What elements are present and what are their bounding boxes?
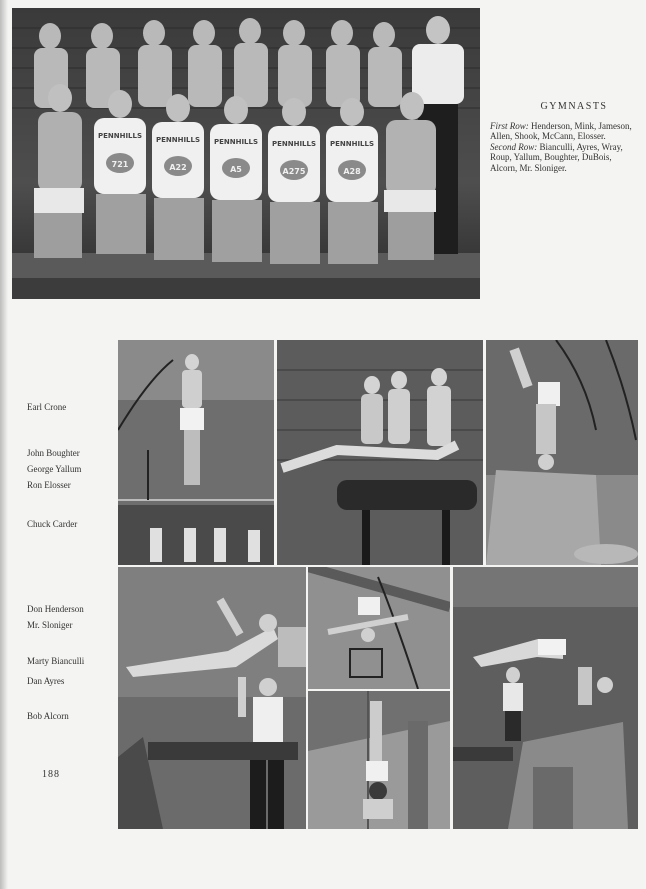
jersey-text-5: PENNHILLS (329, 140, 375, 148)
name-label-marty-bianculli: Marty Bianculli (27, 656, 85, 666)
photo-handstand-box (486, 340, 638, 565)
name-label-earl-crone: Earl Crone (27, 402, 67, 412)
jersey-text-2: PENNHILLS (155, 136, 201, 144)
name-label-dan-ayres: Dan Ayres (27, 676, 65, 686)
first-row-caption (490, 121, 640, 142)
page-binding-edge (0, 0, 8, 889)
first-row-names: Henderson, Mink, Jameson, Allen, Shook, McCann, Elosser. (490, 120, 632, 141)
photo-ring-handstand (308, 691, 450, 829)
name-label-john-boughter: John Boughter (27, 448, 80, 458)
name-label-bob-alcorn: Bob Alcorn (27, 711, 69, 721)
photo-rings-standing (118, 340, 274, 565)
name-label-chuck-carder: Chuck Carder (27, 519, 78, 529)
jersey-number-5: A28 (343, 167, 361, 176)
jersey-text-4: PENNHILLS (271, 140, 317, 148)
team-caption (490, 102, 640, 173)
team-photo (12, 8, 480, 299)
second-row-names: Bianculli, Ayres, Wray, Roup, Yallum, Boughter, DuBois, Alcorn, Mr. Sloniger. (490, 141, 623, 173)
name-label-mr-sloniger: Mr. Sloniger (27, 620, 73, 630)
name-label-ron-elosser: Ron Elosser (27, 480, 71, 490)
jersey-text-1: PENNHILLS (97, 132, 143, 140)
photo-balance-lift (118, 567, 306, 829)
photo-ring-split (308, 567, 450, 689)
first-row-label: First Row: (490, 120, 529, 131)
team-photo-image (12, 8, 480, 299)
name-label-don-henderson: Don Henderson (27, 604, 84, 614)
name-label-george-yallum: George Yallum (27, 464, 82, 474)
jersey-number-2: A22 (169, 163, 187, 172)
jersey-text-3: PENNHILLS (213, 138, 259, 146)
jersey-number-1: 721 (111, 160, 129, 169)
second-row-label: Second Row: (490, 141, 538, 152)
photo-pommel-horse (277, 340, 483, 565)
photo-vault-horse (453, 567, 638, 829)
caption-title: GYMNASTS (540, 101, 608, 112)
jersey-number-4: A275 (282, 167, 306, 176)
second-row-caption (490, 142, 640, 174)
page-number: 188 (42, 769, 60, 780)
jersey-number-3: A5 (230, 165, 242, 174)
